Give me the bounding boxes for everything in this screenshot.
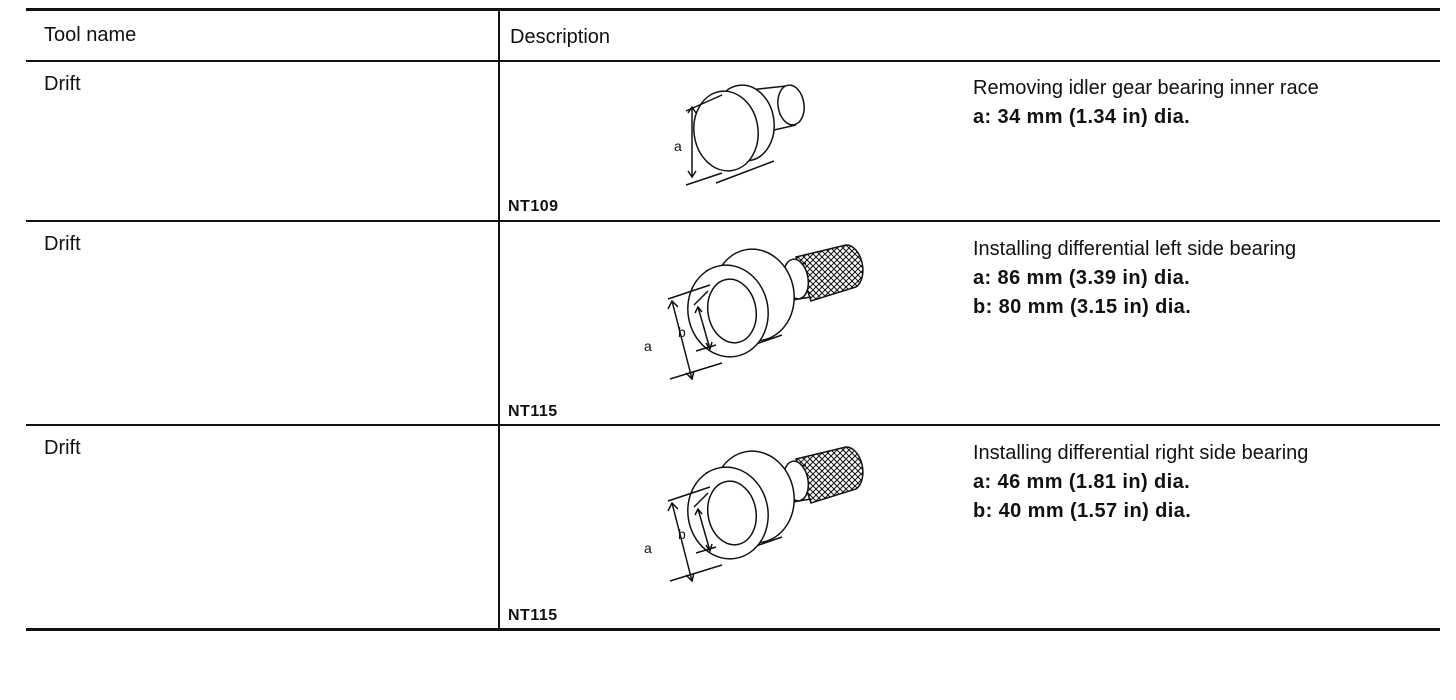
row-2-tool-name: Drift xyxy=(44,233,81,255)
row-3-figure-code: NT115 xyxy=(508,607,558,624)
row-2-spec-a: a: 86 mm (3.39 in) dia. xyxy=(973,267,1191,289)
row-divider xyxy=(26,220,1440,222)
row-2-spec-b: b: 80 mm (3.15 in) dia. xyxy=(973,296,1192,318)
drift-illustration-nt109 xyxy=(646,73,846,193)
column-divider xyxy=(498,11,500,631)
row-3-spec-b: b: 40 mm (1.57 in) dia. xyxy=(973,500,1192,522)
row-1-figure-code: NT109 xyxy=(508,198,559,215)
header-tool-name: Tool name xyxy=(44,24,137,46)
row-2-purpose: Installing differential left side bearing xyxy=(973,238,1297,260)
row-1-purpose: Removing idler gear bearing inner race xyxy=(973,77,1319,99)
row-1-description xyxy=(973,74,1319,132)
dimension-label-a: a xyxy=(644,540,652,556)
row-1-spec-a: a: 34 mm (1.34 in) dia. xyxy=(973,106,1191,128)
row-3-tool-name: Drift xyxy=(44,437,81,459)
row-2-figure-code: NT115 xyxy=(508,403,558,420)
row-3-purpose: Installing differential right side bearing xyxy=(973,442,1309,464)
row-3-spec-a: a: 46 mm (1.81 in) dia. xyxy=(973,471,1191,493)
drift-illustration-nt115 xyxy=(606,441,886,591)
dimension-label-a: a xyxy=(674,138,682,154)
header-divider xyxy=(26,60,1440,62)
dimension-label-b: b xyxy=(678,324,686,340)
row-divider xyxy=(26,424,1440,426)
special-tools-table xyxy=(26,8,1440,631)
dimension-label-a: a xyxy=(644,338,652,354)
row-3-description xyxy=(973,439,1308,526)
drift-illustration-nt115 xyxy=(606,239,886,389)
header-description: Description xyxy=(510,26,611,48)
row-2-description xyxy=(973,235,1296,322)
row-1-tool-name: Drift xyxy=(44,73,81,95)
dimension-label-b: b xyxy=(678,526,686,542)
